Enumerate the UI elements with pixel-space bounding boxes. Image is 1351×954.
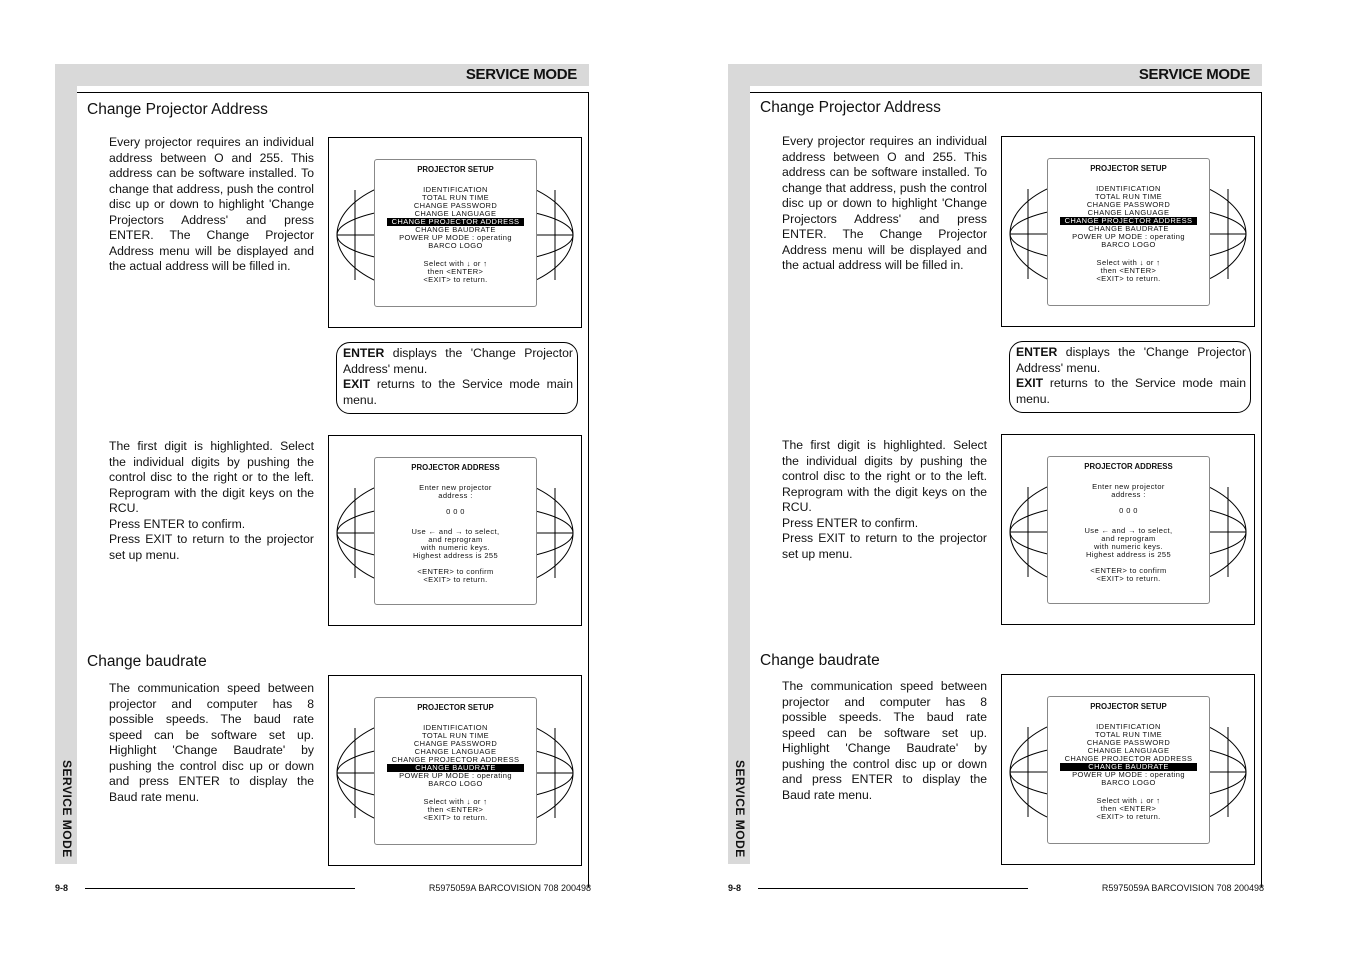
menu-help-text: and reprogram xyxy=(1101,534,1156,543)
menu-item: BARCO LOGO xyxy=(1101,240,1156,249)
menu-item: CHANGE BAUDRATE xyxy=(415,225,496,234)
paragraph-text: Every projector requires an individual address between O and 255. This address can be software installed. To change that address, push the control disc up or down to highlight 'Change Projectors Address' and press ENTER. The Change Projector Address menu will be displayed and the actual address will be filled in. xyxy=(782,134,987,272)
menu-title: PROJECTOR SETUP xyxy=(1090,702,1167,711)
paragraph-text: Press ENTER to confirm. xyxy=(109,516,246,531)
projector-setup-menu xyxy=(374,697,537,845)
menu-item: CHANGE PASSWORD xyxy=(413,201,498,210)
menu-help-text: <EXIT> to return. xyxy=(1096,812,1161,821)
menu-help-text: <EXIT> to return. xyxy=(1096,274,1161,283)
note-box xyxy=(336,342,578,414)
menu-item: CHANGE PASSWORD xyxy=(1086,200,1171,209)
menu-item: TOTAL RUN TIME xyxy=(1095,192,1162,201)
paragraph-digits xyxy=(109,439,314,563)
menu-help-text: then <ENTER> xyxy=(1100,804,1157,813)
menu-help-text: and reprogram xyxy=(428,535,483,544)
menu-help-text: <EXIT> to return. xyxy=(1096,574,1161,583)
menu-title: PROJECTOR ADDRESS xyxy=(411,463,500,472)
menu-help-text: <ENTER> to confirm xyxy=(1090,566,1167,575)
address-digits: 0 0 0 xyxy=(446,507,465,516)
section-title-address: Change Projector Address xyxy=(760,99,941,116)
footer-code: R5975059A BARCOVISION 708 200498 xyxy=(428,883,591,893)
menu-help-text: <ENTER> to confirm xyxy=(417,567,494,576)
menu-item: CHANGE LANGUAGE xyxy=(414,747,497,756)
menu-help-text: Highest address is 255 xyxy=(1085,550,1172,559)
menu-help-text: Use ← and → to select, xyxy=(411,527,500,536)
menu-item-selected: CHANGE BAUDRATE xyxy=(1060,763,1197,771)
menu-item: CHANGE PROJECTOR ADDRESS xyxy=(391,755,520,764)
menu-item: TOTAL RUN TIME xyxy=(422,731,489,740)
page-number: 9-8 xyxy=(728,883,742,893)
projector-address-menu xyxy=(374,457,537,605)
menu-prompt: Enter new projector xyxy=(419,483,492,492)
menu-prompt: address : xyxy=(1111,490,1146,499)
enter-key-label: ENTER xyxy=(1016,345,1058,359)
paragraph-text: The communication speed between projector and computer has 8 possible speeds. The baud rate speed can be software set up. Highlight 'Change Baudrate' by pushing the control disc up or down and press ENTER to display the Baud rate menu. xyxy=(782,679,987,802)
menu-item: CHANGE PROJECTOR ADDRESS xyxy=(1064,754,1193,763)
paragraph-text: Every projector requires an individual address between O and 255. This address can be software installed. To change that address, push the control disc up or down to highlight 'Change Projectors Address' and press ENTER. The Change Projector Address menu will be displayed and the actual address will be filled in. xyxy=(109,135,314,273)
frame-line xyxy=(750,92,1262,93)
menu-help-text: <EXIT> to return. xyxy=(423,813,488,822)
menu-help-text: Select with ↓ or ↑ xyxy=(1096,796,1161,805)
sidebar-band xyxy=(728,64,750,864)
paragraph-text: The communication speed between projector and computer has 8 possible speeds. The baud rate speed can be software set up. Highlight 'Change Baudrate' by pushing the control disc up or down and press ENTER to display the Baud rate menu. xyxy=(109,681,314,804)
menu-item: BARCO LOGO xyxy=(428,241,483,250)
menu-help-text: Select with ↓ or ↑ xyxy=(423,797,488,806)
paragraph-text: The first digit is highlighted. Select the individual digits by pushing the control disc to the right or to the left. Reprogram with the digit keys on the RCU. xyxy=(109,439,314,515)
menu-item: CHANGE LANGUAGE xyxy=(1087,208,1170,217)
footer-code: R5975059A BARCOVISION 708 200498 xyxy=(1101,883,1264,893)
side-label: SERVICE MODE xyxy=(60,760,74,858)
footer-rule xyxy=(758,888,1028,889)
projector-address-menu xyxy=(1047,456,1210,604)
section-title-address: Change Projector Address xyxy=(87,101,268,118)
page-right xyxy=(728,0,1288,954)
menu-item: POWER UP MODE : operating xyxy=(1072,770,1185,779)
menu-item: IDENTIFICATION xyxy=(1096,722,1161,731)
note-enter-text: displays the 'Change Projector Address' menu. xyxy=(343,346,573,376)
menu-item: BARCO LOGO xyxy=(428,779,483,788)
note-enter-text: displays the 'Change Projector Address' menu. xyxy=(1016,345,1246,375)
address-digits: 0 0 0 xyxy=(1119,506,1138,515)
screen-setup-menu-1 xyxy=(328,137,582,328)
menu-prompt: address : xyxy=(438,491,473,500)
menu-item: IDENTIFICATION xyxy=(1096,184,1161,193)
screen-setup-menu-1 xyxy=(1001,136,1255,327)
menu-title: PROJECTOR SETUP xyxy=(1090,164,1167,173)
frame-line xyxy=(588,92,589,887)
menu-item: BARCO LOGO xyxy=(1101,778,1156,787)
menu-item: CHANGE PASSWORD xyxy=(413,739,498,748)
menu-help-text: Highest address is 255 xyxy=(412,551,499,560)
header-bar xyxy=(750,64,1262,86)
menu-help-text: with numeric keys. xyxy=(1094,542,1163,551)
page-left xyxy=(55,0,615,954)
sidebar-band xyxy=(55,64,77,864)
menu-item-selected: CHANGE PROJECTOR ADDRESS xyxy=(387,218,524,226)
menu-item-selected: CHANGE PROJECTOR ADDRESS xyxy=(1060,217,1197,225)
screen-address-menu xyxy=(1001,434,1255,625)
section-title-baudrate: Change baudrate xyxy=(760,652,880,669)
menu-item: POWER UP MODE : operating xyxy=(1072,232,1185,241)
menu-item: CHANGE LANGUAGE xyxy=(414,209,497,218)
menu-help-text: then <ENTER> xyxy=(427,267,484,276)
menu-help-text: Use ← and → to select, xyxy=(1084,526,1173,535)
exit-key-label: EXIT xyxy=(1016,376,1044,390)
paragraph-text: Press EXIT to return to the projector set up menu. xyxy=(782,531,987,561)
header-bar xyxy=(77,64,589,86)
projector-setup-menu xyxy=(1047,158,1210,306)
exit-key-label: EXIT xyxy=(343,377,371,391)
section-title-baudrate: Change baudrate xyxy=(87,653,207,670)
note-exit-text: returns to the Service mode main menu. xyxy=(343,377,573,407)
menu-item: TOTAL RUN TIME xyxy=(422,193,489,202)
paragraph-baudrate xyxy=(109,681,314,805)
menu-help-text: then <ENTER> xyxy=(427,805,484,814)
menu-help-text: Select with ↓ or ↑ xyxy=(1096,258,1161,267)
paragraph-digits xyxy=(782,438,987,562)
paragraph-address-intro xyxy=(782,134,987,274)
screen-setup-menu-2 xyxy=(328,675,582,866)
menu-item: POWER UP MODE : operating xyxy=(399,771,512,780)
frame-line xyxy=(1261,92,1262,887)
menu-title: PROJECTOR SETUP xyxy=(417,703,494,712)
menu-item: CHANGE PASSWORD xyxy=(1086,738,1171,747)
menu-item: CHANGE BAUDRATE xyxy=(1088,224,1169,233)
menu-help-text: Select with ↓ or ↑ xyxy=(423,259,488,268)
menu-item: POWER UP MODE : operating xyxy=(399,233,512,242)
paragraph-baudrate xyxy=(782,679,987,803)
header-title: SERVICE MODE xyxy=(1138,66,1250,83)
menu-item: CHANGE LANGUAGE xyxy=(1087,746,1170,755)
projector-setup-menu xyxy=(1047,696,1210,844)
paragraph-text: Press EXIT to return to the projector set up menu. xyxy=(109,532,314,562)
page-number: 9-8 xyxy=(55,883,69,893)
menu-item: IDENTIFICATION xyxy=(423,723,488,732)
menu-item: TOTAL RUN TIME xyxy=(1095,730,1162,739)
menu-title: PROJECTOR ADDRESS xyxy=(1084,462,1173,471)
frame-line xyxy=(77,92,589,93)
menu-title: PROJECTOR SETUP xyxy=(417,165,494,174)
footer-rule xyxy=(85,888,355,889)
menu-help-text: with numeric keys. xyxy=(421,543,490,552)
menu-help-text: <EXIT> to return. xyxy=(423,575,488,584)
menu-prompt: Enter new projector xyxy=(1092,482,1165,491)
note-exit-text: returns to the Service mode main menu. xyxy=(1016,376,1246,406)
menu-item-selected: CHANGE BAUDRATE xyxy=(387,764,524,772)
header-title: SERVICE MODE xyxy=(465,66,577,83)
menu-item: IDENTIFICATION xyxy=(423,185,488,194)
projector-setup-menu xyxy=(374,159,537,307)
enter-key-label: ENTER xyxy=(343,346,385,360)
paragraph-address-intro xyxy=(109,135,314,275)
menu-help-text: <EXIT> to return. xyxy=(423,275,488,284)
screen-setup-menu-2 xyxy=(1001,674,1255,865)
screen-address-menu xyxy=(328,435,582,626)
side-label: SERVICE MODE xyxy=(733,760,747,858)
paragraph-text: Press ENTER to confirm. xyxy=(782,515,919,530)
note-box xyxy=(1009,341,1251,413)
paragraph-text: The first digit is highlighted. Select the individual digits by pushing the control disc to the right or to the left. Reprogram with the digit keys on the RCU. xyxy=(782,438,987,514)
menu-help-text: then <ENTER> xyxy=(1100,266,1157,275)
